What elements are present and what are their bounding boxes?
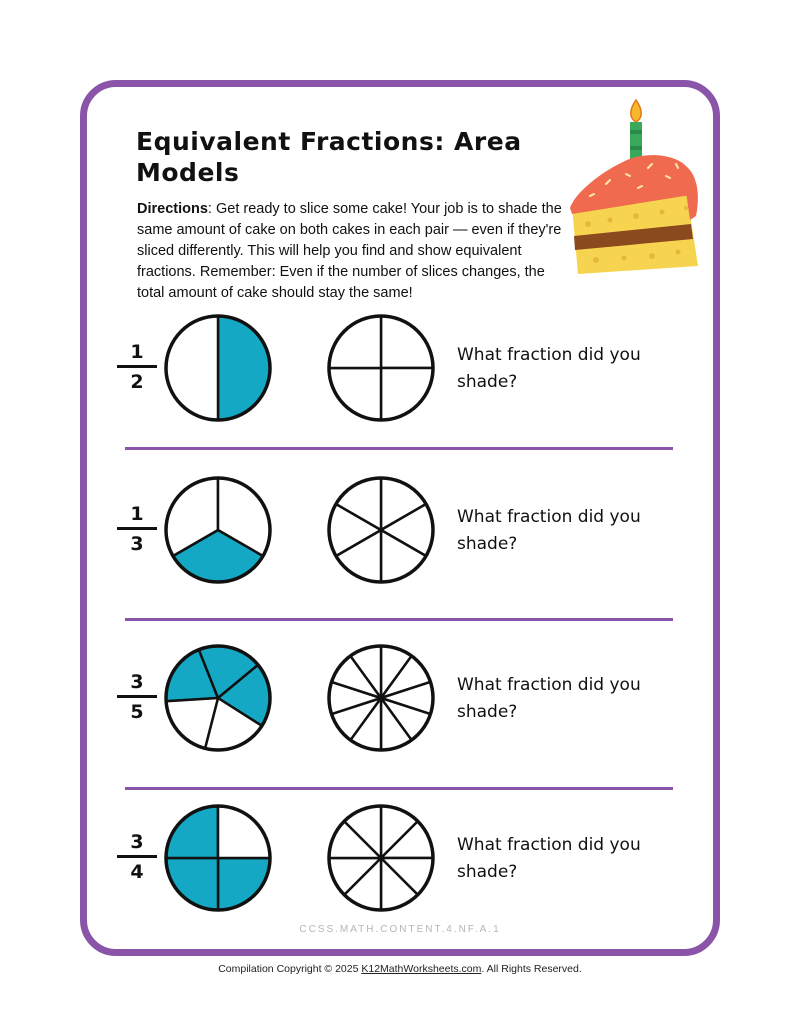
fraction-numerator: 1 — [130, 341, 144, 363]
fraction-denominator: 2 — [130, 371, 144, 393]
worksheet-title: Equivalent Fractions: Area Models — [136, 127, 522, 187]
blank-circle[interactable] — [325, 312, 437, 424]
fraction-bar — [117, 527, 157, 530]
directions-body: : Get ready to slice some cake! Your job is to shade the same amount of cake on both cakes in each pair — even if they're sliced differently. This will help you find and show equivalent fractions. Remember: Even if the number of slices changes, the total amount of cake should stay the same! — [137, 201, 562, 301]
fraction-label — [117, 670, 157, 724]
cake-slice-with-candle-icon — [566, 96, 706, 281]
directions-text — [137, 199, 567, 304]
footer-suffix: . All Rights Reserved. — [481, 963, 582, 975]
problem-row — [0, 472, 800, 602]
shaded-circle — [162, 474, 274, 586]
shade-question: What fraction did you shade? — [457, 507, 641, 554]
fraction-label — [117, 830, 157, 884]
directions-label: Directions — [137, 201, 208, 217]
row-divider — [125, 447, 673, 450]
shade-question: What fraction did you shade? — [457, 835, 641, 882]
blank-circle[interactable] — [325, 474, 437, 586]
shade-question: What fraction did you shade? — [457, 345, 641, 392]
fraction-numerator: 1 — [130, 503, 144, 525]
standard-code: CCSS.MATH.CONTENT.4.NF.A.1 — [299, 924, 501, 935]
footer-site-link[interactable]: K12MathWorksheets.com — [361, 963, 482, 975]
row-divider — [125, 787, 673, 790]
copyright-footer — [0, 963, 800, 975]
fraction-bar — [117, 855, 157, 858]
shaded-circle — [162, 312, 274, 424]
shaded-slice — [218, 316, 270, 420]
problem-row — [0, 310, 800, 440]
fraction-numerator: 3 — [130, 831, 144, 853]
fraction-label — [117, 340, 157, 394]
fraction-denominator: 4 — [130, 861, 144, 883]
problem-row — [0, 800, 800, 930]
shaded-circle — [162, 642, 274, 754]
fraction-bar — [117, 695, 157, 698]
shaded-circle — [162, 802, 274, 914]
footer-prefix: Compilation Copyright © 2025 — [218, 963, 362, 975]
row-divider — [125, 618, 673, 621]
fraction-label — [117, 502, 157, 556]
fraction-numerator: 3 — [130, 671, 144, 693]
shade-question: What fraction did you shade? — [457, 675, 641, 722]
fraction-denominator: 5 — [130, 701, 144, 723]
fraction-denominator: 3 — [130, 533, 144, 555]
unshaded-slice — [166, 316, 218, 420]
fraction-bar — [117, 365, 157, 368]
problem-row — [0, 640, 800, 770]
blank-circle[interactable] — [325, 642, 437, 754]
blank-circle[interactable] — [325, 802, 437, 914]
